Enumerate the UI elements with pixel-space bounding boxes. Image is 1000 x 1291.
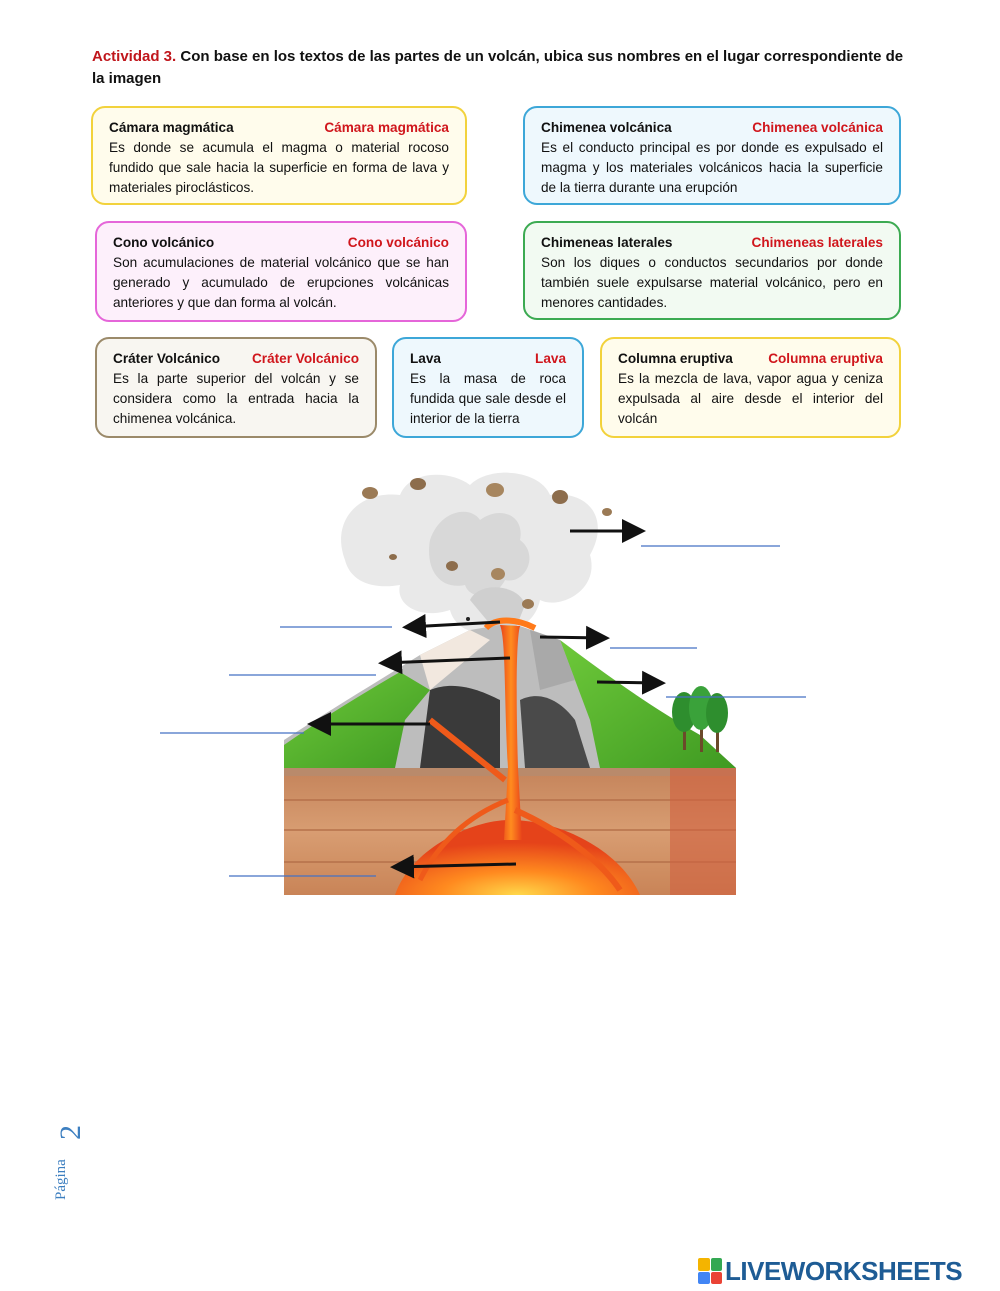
card-description: Es el conducto principal es por donde es expulsado el magma y los materiales volcánicos hacia la superficie de la tierra durante una erupción [541, 140, 883, 195]
card-chimenea-volcanica [523, 106, 901, 205]
card-title: Cono volcánico [113, 235, 215, 250]
card-description: Es la masa de roca fundida que sale desde el interior de la tierra [410, 371, 566, 426]
card-title: Chimeneas laterales [541, 235, 673, 250]
card-title: Columna eruptiva [618, 351, 733, 366]
card-description: Son los diques o conductos secundarios por donde también suele expulsarse material volcánico, pero en menores cantidades. [541, 255, 883, 310]
eruption-column [341, 473, 612, 633]
card-answer: Chimenea volcánica [752, 120, 883, 135]
card-description: Es donde se acumula el magma o material rocoso fundido que sale hacia la superficie en forma de lava y materiales piroclásticos. [109, 140, 449, 195]
card-answer: Chimeneas laterales [751, 235, 883, 250]
card-columna-eruptiva [600, 337, 901, 438]
card-answer: Lava [535, 351, 566, 366]
card-description: Es la mezcla de lava, vapor agua y ceniza expulsada al aire desde el interior del volcán [618, 371, 883, 426]
card-camara-magmatica [91, 106, 467, 205]
brand-name: LIVEWORKSHEETS [725, 1255, 963, 1286]
card-answer: Cámara magmática [324, 120, 449, 135]
card-description: Es la parte superior del volcán y se considera como la entrada hacia la chimenea volcánica. [113, 371, 359, 426]
page-number: 2 [54, 1125, 87, 1140]
card-answer: Columna eruptiva [768, 351, 883, 366]
card-lava [392, 337, 584, 438]
instruction [92, 46, 912, 90]
card-description: Son acumulaciones de material volcánico que se han generado y acumulado de erupciones volcánicas anteriores y que dan forma al volcán. [113, 255, 449, 310]
liveworksheets-logo [698, 1255, 962, 1287]
card-title: Cámara magmática [109, 120, 234, 135]
card-chimeneas-laterales [523, 221, 901, 320]
instruction-text: Con base en los textos de las partes de un volcán, ubica sus nombres en el lugar correspondiente de la imagen [92, 48, 904, 87]
volcano-diagram [0, 460, 1000, 910]
card-cono-volcanico [95, 221, 467, 322]
card-answer: Cráter Volcánico [251, 351, 359, 366]
card-crater-volcanico [95, 337, 377, 438]
page-word: Página [53, 1159, 69, 1200]
logo-squares-icon [698, 1258, 722, 1284]
activity-number: Actividad 3. [92, 48, 177, 65]
page-number-label [50, 1125, 90, 1205]
card-title: Lava [410, 351, 441, 366]
card-answer: Cono volcánico [347, 235, 449, 250]
card-title: Chimenea volcánica [541, 120, 672, 135]
card-title: Cráter Volcánico [113, 351, 221, 366]
